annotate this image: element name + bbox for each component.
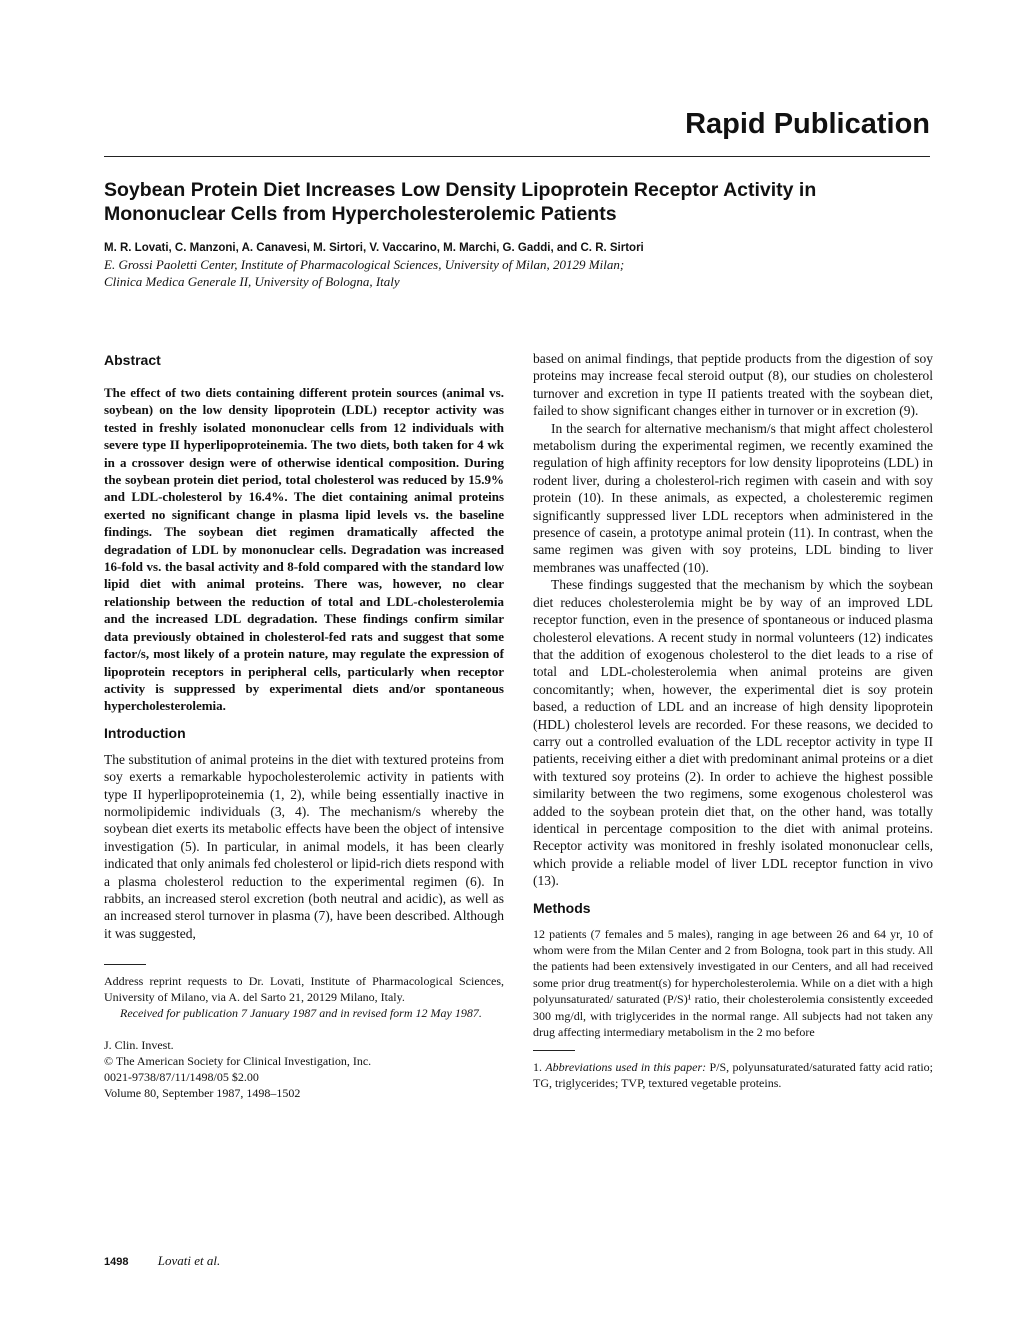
footnote-title: Abbreviations used in this paper:: [545, 1060, 707, 1075]
journal-name: J. Clin. Invest.: [104, 1038, 174, 1053]
affiliation-line-2: Clinica Medica Generale II, University of Bologna, Italy: [104, 274, 400, 289]
introduction-paragraph-2: In the search for alternative mechanism/s that might affect cholesterol metabolism during the experimental regimen, we recently examined the regulation of high affinity receptors for low density lipoproteins (LDL) in rodent liver, during a cholesterol-rich regimen with casein and with soy protein (10). In these animals, as expected, a cholesteremic regimen significantly suppressed liver LDL receptors when administered in the presence of casein, a prototype animal protein (11). In contrast, when the same regimen was given with soy proteins, LDL binding to liver membranes was unaffected (10).: [533, 420, 933, 575]
section-label: Rapid Publication: [685, 108, 930, 140]
methods-text: 12 patients (7 females and 5 males), ranging in age between 26 and 64 yr, 10 of whom were from the Milan Center and 2 from Bologna, took part in this study. All the patients had been extensively investigated in our Centers, and all had received some prior drug treatment(s) for hypercholesterolemia. While on a diet with a high polyunsaturated/ saturated (P/S)¹ ratio, their cholesterolemia consistently exceeded 300 mg/dl, with triglycerides in the normal range. All subjects had not taken any drug affecting intermediary metabolism in the 2 mo before: [533, 926, 933, 1040]
author-list: M. R. Lovati, C. Manzoni, A. Canavesi, M. Sirtori, V. Vaccarino, M. Marchi, G. Gaddi, and C. R. Sirtori: [104, 242, 644, 254]
affiliation-line-1: E. Grossi Paoletti Center, Institute of Pharmacological Sciences, University of Milan, 20129 Milan;: [104, 257, 625, 272]
page-footer: [104, 1253, 220, 1269]
page-number: 1498: [104, 1256, 129, 1268]
article-title: Soybean Protein Diet Increases Low Density Lipoprotein Receptor Activity in Mononuclear Cells from Hypercholesterolemic Patients: [104, 179, 817, 225]
introduction-paragraph-1-continued: based on animal findings, that peptide products from the digestion of soy proteins may increase fecal steroid output (8), our studies on cholesterol turnover and excretion in type II patients treated with the soybean diet, failed to show significant changes either in turnover or in excretion (9).: [533, 351, 933, 419]
running-head: Lovati et al.: [157, 1253, 221, 1268]
introduction-heading: Introduction: [104, 724, 186, 741]
received-footnote: Received for publication 7 January 1987 and in revised form 12 May 1987.: [120, 1006, 482, 1021]
copyright-line: © The American Society for Clinical Investigation, Inc.: [104, 1054, 372, 1069]
volume-line: Volume 80, September 1987, 1498–1502: [104, 1086, 301, 1101]
footnote-number: 1.: [533, 1060, 546, 1075]
methods-heading: Methods: [533, 899, 591, 916]
footnote-text: P/S, polyunsaturated/saturated fatty acid ratio; TG, triglycerides; TVP, textured vegetable proteins.: [533, 1060, 934, 1091]
introduction-paragraph-1: The substitution of animal proteins in the diet with textured proteins from soy exerts a remarkable hypocholesterolemic activity in patients with type II hyperlipoproteinemia (1, 2), while being essentially inactive in normolipidemic individuals (3, 4). The mechanism/s whereby the soybean diet exerts its metabolic effects have been the object of intensive investigation (5). In particular, in animal models, it has been clearly indicated that only animals fed cholesterol or lipid-rich diets respond with a plasma cholesterol reduction to the experimental regimen (6). In rabbits, an increased sterol excretion (both neutral and acidic), as well as an increased sterol turnover in plasma (7), have been described. Although it was suggested,: [104, 751, 504, 941]
address-footnote: Address reprint requests to Dr. Lovati, Institute of Pharmacological Sciences, University of Milano, via A. del Sarto 21, 20129 Milano, Italy.: [104, 974, 504, 1005]
introduction-paragraph-3: These findings suggested that the mechanism by which the soybean diet reduces cholesterolemia might be by way of an improved LDL receptor function, even in the presence of spontaneous or induced plasma cholesterol elevations. A recent study in normal volunteers (12) indicates that the addition of exogenous cholesterol to the diet leads to a rise of total and LDL-cholesterolemia when animal proteins are given concomitantly; when, however, the experimental diet is soy protein based, a reduction of LDL and an increase of high density lipoprotein (HDL) cholesterol levels are recorded. For these reasons, we decided to carry out a controlled evaluation of the LDL receptor activity in type II patients, receiving either a diet with predominant animal proteins or a diet with textured soy proteins (2). In order to achieve the highest possible similarity between the two regimens, some exogenous cholesterol was added to the soybean protein diet that, on the other hand, was totally identical in percentage composition to the diet with animal proteins. Receptor activity was monitored in freshly isolated mononuclear cells, which provide a reliable model of liver LDL receptor function in vivo (13).: [533, 577, 933, 889]
abbreviations-footnote: [533, 1059, 933, 1091]
issn-code: 0021-9738/87/11/1498/05 $2.00: [104, 1070, 259, 1085]
footnote-rule: [104, 964, 146, 965]
left-column: [104, 350, 504, 1101]
abstract-text: The effect of two diets containing different protein sources (animal vs. soybean) on the low density lipoprotein (LDL) receptor activity was tested in freshly isolated mononuclear cells from 12 individuals with severe type II hyperlipoproteinemia. The two diets, both taken for 4 wk in a crossover design were of otherwise identical composition. During the soybean protein diet period, total cholesterol was reduced by 15.9% and LDL-cholesterol by 16.4%. The diet containing animal proteins exerted no significant change in plasma lipid levels vs. the baseline findings. The soybean diet regimen dramatically affected the degradation of LDL by mononuclear cells. Degradation was increased 16-fold vs. the basal activity and 8-fold compared with the standard low lipid diet with animal proteins. There was, however, no clear relationship between the reduction of total and LDL-cholesterolemia and the increased LDL degradation. These findings confirm similar data previously obtained in cholesterol-fed rats and suggest that some factor/s, most likely of a protein nature, may regulate the expression of lipoprotein receptors in peripheral cells, particularly when receptor activity is suppressed by experimental diets and/or spontaneous hypercholesterolemia.: [104, 385, 504, 714]
header-rule: [104, 156, 930, 157]
footnote-rule: [533, 1050, 575, 1051]
abstract-heading: Abstract: [104, 352, 161, 368]
right-column: [533, 350, 933, 1091]
